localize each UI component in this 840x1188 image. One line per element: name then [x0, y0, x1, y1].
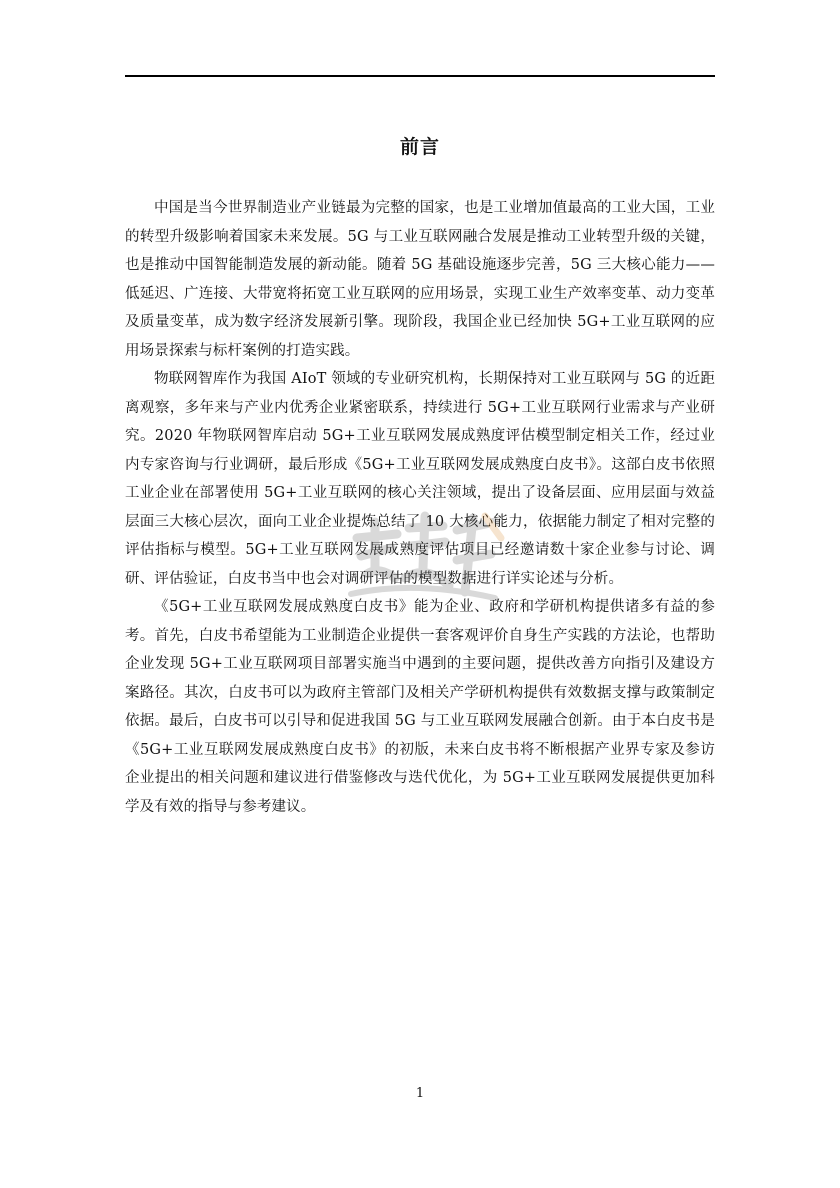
paragraph-3: 《5G+工业互联网发展成熟度白皮书》能为企业、政府和学研机构提供诸多有益的参考。首先，白皮书希望能为工业制造企业提供一套客观评价自身生产实践的方法论，也帮助企业发现 5G+工业互联网项目部署实施当中遇到的主要问题，提供改善方向指引及建设方案路径。其次，白皮书可以为政府主管部门及相关产学研机构提供有效数据支撑与政策制定依据。最后，白皮书可以引导和促进我国 5G 与工业互联网发展融合创新。由于本白皮书是《5G+工业互联网发展成熟度白皮书》的初版，未来白皮书将不断根据产业界专家及参访企业提出的相关问题和建议进行借鉴修改与迭代优化，为 5G+工业互联网发展提供更加科学及有效的指导与参考建议。 — [125, 599, 715, 815]
header-rule — [125, 75, 715, 77]
page-number: 1 — [415, 1086, 425, 1101]
document-body — [125, 194, 715, 821]
paragraph-1: 中国是当今世界制造业产业链最为完整的国家，也是工业增加值最高的工业大国，工业的转型升级影响着国家未来发展。5G 与工业互联网融合发展是推动工业转型升级的关键，也是推动中国智能制造发展的新动能。随着 5G 基础设施逐步完善，5G 三大核心能力——低延迟、广连接、大带宽将拓宽工业互联网的应用场景，实现工业生产效率变革、动力变革及质量变革，成为数字经济发展新引擎。现阶段，我国企业已经加快 5G+工业互联网的应用场景探索与标杆案例的打造实践。 — [125, 200, 715, 359]
page-title: 前言 — [399, 136, 440, 158]
paragraph-2: 物联网智库作为我国 AIoT 领域的专业研究机构，长期保持对工业互联网与 5G 的近距离观察，多年来与产业内优秀企业紧密联系，持续进行 5G+工业互联网行业需求与产业研究。2020 年物联网智库启动 5G+工业互联网发展成熟度评估模型制定相关工作，经过业内专家咨询与行业调研，最后形成《5G+工业互联网发展成熟度白皮书》。这部白皮书依照工业企业在部署使用 5G+工业互联网的核心关注领域，提出了设备层面、应用层面与效益层面三大核心层次，面向工业企业提炼总结了 10 大核心能力，依据能力制定了相对完整的评估指标与模型。5G+工业互联网发展成熟度评估项目已经邀请数十家企业参与讨论、调研、评估验证，白皮书当中也会对调研评估的模型数据进行详实论述与分析。 — [125, 371, 715, 587]
